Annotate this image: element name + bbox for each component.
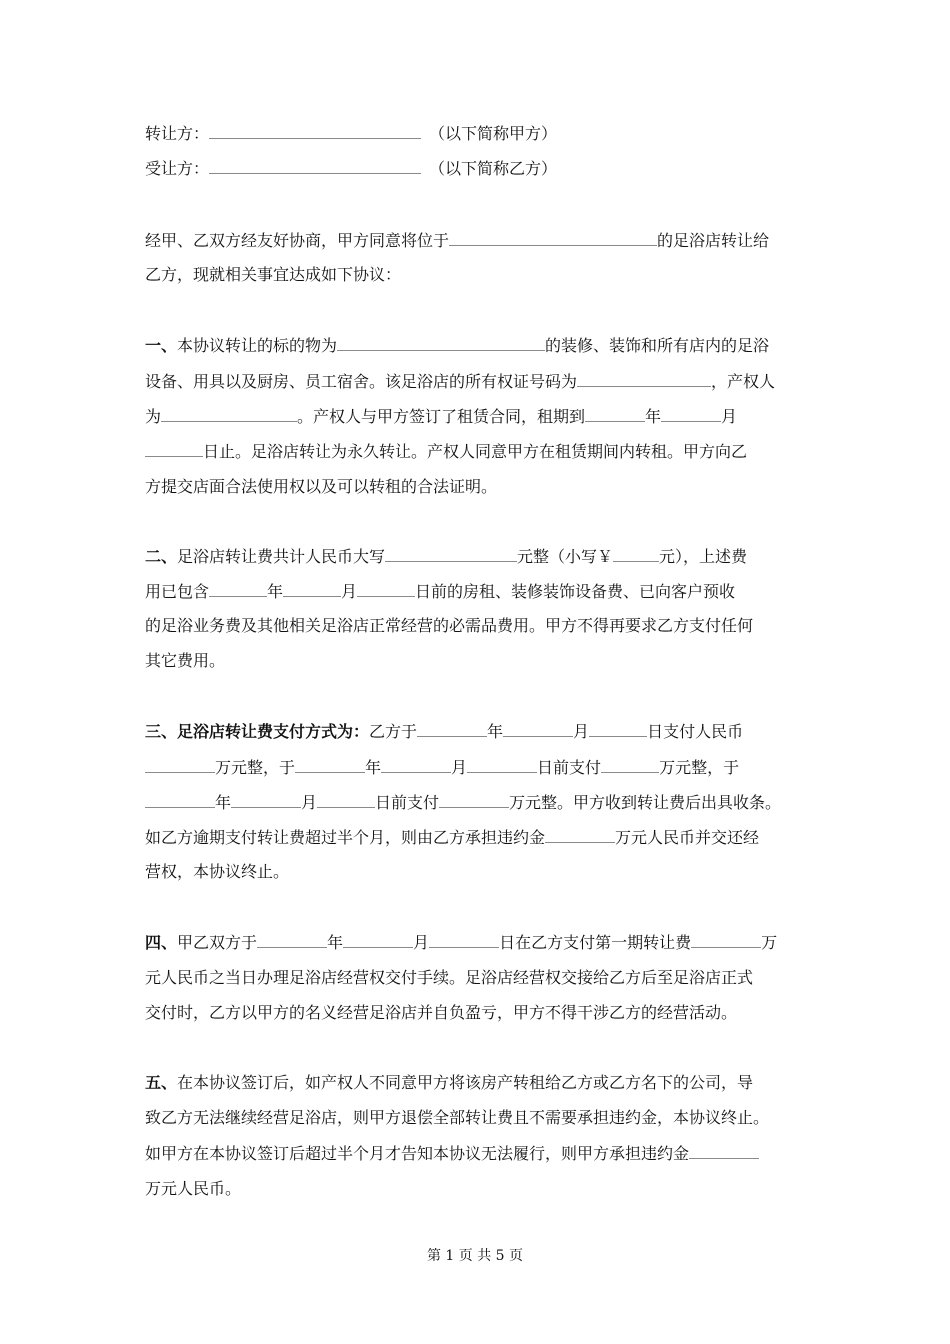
s3-line-5 xyxy=(145,860,289,884)
first-payment-blank xyxy=(691,930,761,948)
pay2-month-blank xyxy=(381,755,451,773)
s3-text: 日支付人民币 xyxy=(647,722,744,741)
s1-line-5 xyxy=(145,475,497,499)
s3-text: 如乙方逾期支付转让费超过半个月，则由乙方承担违约金 xyxy=(145,828,546,847)
lease-day-blank xyxy=(145,439,203,457)
s3-text: 万元人民币并交还经 xyxy=(615,828,760,847)
s5-line-3 xyxy=(145,1141,759,1166)
s4-line-3 xyxy=(145,1001,737,1025)
lease-year-blank xyxy=(585,404,645,422)
s1-text: 年 xyxy=(645,407,662,426)
rent-month-blank xyxy=(283,579,341,597)
s5-text: 如甲方在本协议签订后超过半个月才告知本协议无法履行，则甲方承担违约金 xyxy=(145,1144,690,1163)
handover-year-blank xyxy=(257,930,327,948)
s3-text: 年 xyxy=(365,758,382,777)
transferee-blank xyxy=(209,156,421,174)
s3-text: 乙方于 xyxy=(369,722,418,741)
transferee-note: （以下简称乙方） xyxy=(429,159,558,178)
fee-number-blank xyxy=(613,544,659,562)
s2-text: 的足浴业务费及其他相关足浴店正常经营的必需品费用。甲方不得再要求乙方支付任何 xyxy=(145,616,754,635)
s2-text: 其它费用。 xyxy=(145,651,226,670)
s3-text: 万元整。甲方收到转让费后出具收条。 xyxy=(509,793,782,812)
intro-text: 的足浴店转让给 xyxy=(657,231,770,250)
s5-text: 致乙方无法继续经营足浴店，则甲方退偿全部转让费且不需要承担违约金，本协议终止。 xyxy=(145,1108,770,1127)
pay3-month-blank xyxy=(231,790,301,808)
pay2-amount-blank xyxy=(601,755,659,773)
transferor-label: 转让方： xyxy=(145,124,210,143)
s1-text: 为 xyxy=(145,407,162,426)
s3-text: 年 xyxy=(487,722,504,741)
s3-line-3 xyxy=(145,790,781,815)
late-notice-penalty-blank xyxy=(689,1141,759,1159)
pay1-day-blank xyxy=(589,719,647,737)
intro-text: 乙方，现就相关事宜达成如下协议： xyxy=(145,265,402,284)
s2-text: 年 xyxy=(267,582,284,601)
s4-text: 元人民币之当日办理足浴店经营权交付手续。足浴店经营权交接给乙方后至足浴店正式 xyxy=(145,968,754,987)
pay1-month-blank xyxy=(503,719,573,737)
s3-text: 年 xyxy=(215,793,232,812)
intro-line-1 xyxy=(145,228,769,253)
s3-text: 月 xyxy=(301,793,318,812)
s3-line-4 xyxy=(145,825,759,850)
pay1-year-blank xyxy=(417,719,487,737)
s3-text: 万元整，于 xyxy=(659,758,740,777)
pay3-year-blank xyxy=(145,790,215,808)
pay2-day-blank xyxy=(467,755,537,773)
s4-text: 月 xyxy=(413,933,430,952)
s2-line-2 xyxy=(145,579,735,604)
cert-number-blank xyxy=(577,369,711,387)
s1-line-2 xyxy=(145,369,775,394)
s4-text: 日在乙方支付第一期转让费 xyxy=(499,933,692,952)
rent-day-blank xyxy=(357,579,415,597)
s3-text: 月 xyxy=(573,722,590,741)
s2-text: 用已包含 xyxy=(145,582,210,601)
s3-text: 月 xyxy=(451,758,468,777)
section-3-heading: 三、足浴店转让费支付方式为： xyxy=(145,722,370,741)
s2-line-1 xyxy=(145,544,747,569)
s3-text: 日前支付 xyxy=(537,758,602,777)
s5-line-2 xyxy=(145,1106,769,1130)
s2-text: 足浴店转让费共计人民币大写 xyxy=(177,547,386,566)
s4-line-1 xyxy=(145,930,777,955)
s1-text: 设备、用具以及厨房、员工宿舍。该足浴店的所有权证号码为 xyxy=(145,372,578,391)
s2-line-4 xyxy=(145,649,225,673)
s4-text: 年 xyxy=(327,933,344,952)
section-4-heading: 四、 xyxy=(145,933,178,952)
object-blank xyxy=(337,333,545,351)
s1-line-4 xyxy=(145,439,747,464)
transferor-note: （以下简称甲方） xyxy=(429,124,558,143)
page-number: 第 1 页 共 5 页 xyxy=(426,1248,524,1264)
s2-line-3 xyxy=(145,614,753,638)
s2-text: 元整（小写￥ xyxy=(517,547,614,566)
s1-text: 的装修、装饰和所有店内的足浴 xyxy=(545,336,770,355)
pay3-day-blank xyxy=(317,790,375,808)
s4-text: 万 xyxy=(761,933,778,952)
s5-text: 万元人民币。 xyxy=(145,1179,242,1198)
s5-text: 在本协议签订后，如产权人不同意甲方将该房产转租给乙方或乙方名下的公司，导 xyxy=(177,1073,754,1092)
fee-uppercase-blank xyxy=(385,544,517,562)
s3-line-2 xyxy=(145,755,739,780)
section-2-heading: 二、 xyxy=(145,547,178,566)
intro-text: 经甲、乙双方经友好协商，甲方同意将位于 xyxy=(145,231,450,250)
section-5-heading: 五、 xyxy=(145,1073,178,1092)
s4-line-2 xyxy=(145,966,753,990)
s1-text: 月 xyxy=(721,407,738,426)
s3-text: 日前支付 xyxy=(375,793,440,812)
s3-line-1 xyxy=(145,719,743,744)
owner-blank xyxy=(161,404,297,422)
s4-text: 交付时，乙方以甲方的名义经营足浴店并自负盈亏，甲方不得干涉乙方的经营活动。 xyxy=(145,1003,738,1022)
pay3-amount-blank xyxy=(439,790,509,808)
s1-text: 方提交店面合法使用权以及可以转租的合法证明。 xyxy=(145,477,498,496)
s2-text: 元），上述费 xyxy=(659,547,748,566)
s3-text: 万元整，于 xyxy=(215,758,296,777)
s2-text: 月 xyxy=(341,582,358,601)
s1-text: 日止。足浴店转让为永久转让。产权人同意甲方在租赁期间内转租。甲方向乙 xyxy=(203,442,748,461)
handover-month-blank xyxy=(343,930,413,948)
penalty-blank xyxy=(545,825,615,843)
transferee-label: 受让方： xyxy=(145,159,210,178)
s1-text: 。产权人与甲方签订了租赁合同，租期到 xyxy=(297,407,586,426)
section-1-heading: 一、 xyxy=(145,336,178,355)
pay2-year-blank xyxy=(295,755,365,773)
s1-text: ，产权人 xyxy=(711,372,776,391)
transferor-line xyxy=(145,121,557,146)
location-blank xyxy=(449,228,657,246)
s1-line-3 xyxy=(145,404,737,429)
rent-year-blank xyxy=(209,579,267,597)
handover-day-blank xyxy=(429,930,499,948)
s5-line-1 xyxy=(145,1071,753,1095)
transferor-blank xyxy=(209,121,421,139)
s3-text: 营权，本协议终止。 xyxy=(145,862,290,881)
transferee-line xyxy=(145,156,557,181)
s2-text: 日前的房租、装修装饰设备费、已向客户预收 xyxy=(415,582,736,601)
intro-line-2 xyxy=(145,263,401,287)
lease-month-blank xyxy=(661,404,721,422)
s1-text: 本协议转让的标的物为 xyxy=(177,336,338,355)
pay1-amount-blank xyxy=(145,755,215,773)
s4-text: 甲乙双方于 xyxy=(177,933,258,952)
s1-line-1 xyxy=(145,333,769,358)
s5-line-4 xyxy=(145,1177,241,1201)
